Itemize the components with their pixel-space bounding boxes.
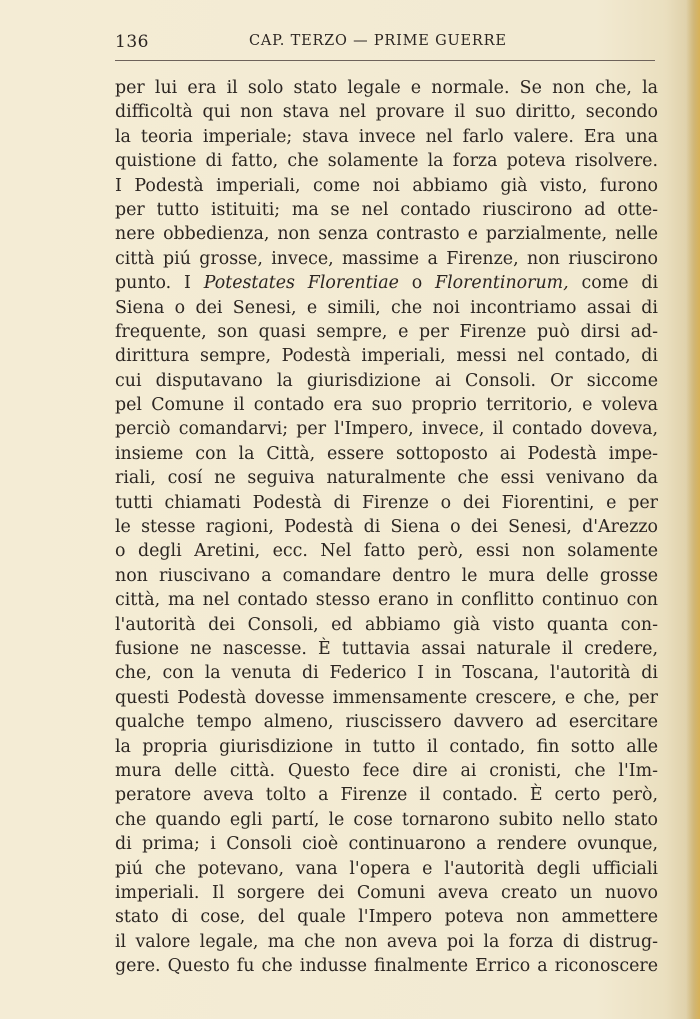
text-line: qualche tempo almeno, riuscissero davvero ad esercitare bbox=[115, 712, 658, 733]
header-rule bbox=[115, 60, 655, 61]
italic-latin-phrase: Florentinorum, bbox=[435, 273, 569, 294]
page-edge-shadow bbox=[686, 0, 700, 1019]
italic-latin-phrase: Potestates Florentiae bbox=[203, 273, 399, 294]
text-line: fusione ne nascesse. È tuttavia assai naturale il credere, bbox=[115, 638, 658, 659]
text-line: dirittura sempre, Podestà imperiali, messi nel contado, di bbox=[115, 346, 658, 367]
text-line: riali, cosí ne seguiva naturalmente che essi venivano da bbox=[115, 468, 658, 489]
text-line: o degli Aretini, ecc. Nel fatto però, essi non solamente bbox=[115, 541, 658, 562]
text-line: la teoria imperiale; stava invece nel farlo valere. Era una bbox=[115, 126, 658, 147]
text-line: città piú grosse, invece, massime a Firenze, non riuscirono bbox=[115, 248, 658, 269]
text-line: stato di cose, del quale l'Impero poteva non ammettere bbox=[115, 907, 658, 928]
text-line: questi Podestà dovesse immensamente crescere, e che, per bbox=[115, 687, 658, 708]
text-line: per lui era il solo stato legale e normale. Se non che, la bbox=[115, 78, 658, 98]
text-line: I Podestà imperiali, come noi abbiamo già visto, furono bbox=[115, 175, 658, 196]
page-number: 136 bbox=[115, 32, 149, 52]
running-head: CAP. TERZO — PRIME GUERRE bbox=[249, 33, 507, 49]
text-line: l'autorità dei Consoli, ed abbiamo già visto quanta con- bbox=[115, 614, 658, 635]
text-line: città, ma nel contado stesso erano in conflitto continuo con bbox=[115, 590, 658, 611]
text-line: nere obbedienza, non senza contrasto e parzialmente, nelle bbox=[115, 224, 658, 245]
text-line: mura delle città. Questo fece dire ai cronisti, che l'Im- bbox=[115, 760, 658, 781]
text-line: piú che potevano, vana l'opera e l'autorità degli ufficiali bbox=[115, 858, 658, 879]
text-line: Siena o dei Senesi, e simili, che noi incontriamo assai di bbox=[115, 297, 658, 318]
page-header bbox=[113, 30, 658, 56]
text-line: la propria giurisdizione in tutto il contado, fin sotto alle bbox=[115, 736, 658, 757]
body-text bbox=[115, 76, 658, 978]
text-line: gere. Questo fu che indusse finalmente Errico a riconoscere bbox=[115, 956, 658, 977]
text-line: cui disputavano la giurisdizione ai Consoli. Or siccome bbox=[115, 370, 658, 391]
text-line: insieme con la Città, essere sottoposto ai Podestà impe- bbox=[115, 443, 658, 464]
text-line: non riuscivano a comandare dentro le mura delle grosse bbox=[115, 565, 658, 586]
text-line: il valore legale, ma che non aveva poi la forza di distrug- bbox=[115, 931, 658, 952]
text-line: pel Comune il contado era suo proprio territorio, e voleva bbox=[115, 395, 658, 416]
text-line-with-italics bbox=[115, 271, 658, 295]
text-line: peratore aveva tolto a Firenze il contado. È certo però, bbox=[115, 785, 658, 806]
text-line: imperiali. Il sorgere dei Comuni aveva creato un nuovo bbox=[115, 882, 658, 903]
text-run: come di bbox=[568, 273, 658, 294]
text-line: quistione di fatto, che solamente la forza poteva risolvere. bbox=[115, 151, 658, 172]
text-run: punto. I bbox=[115, 273, 204, 294]
text-line: le stesse ragioni, Podestà di Siena o dei Senesi, d'Arezzo bbox=[115, 517, 658, 538]
text-line: frequente, son quasi sempre, e per Firenze può dirsi ad- bbox=[115, 321, 658, 342]
text-line: di prima; i Consoli cioè continuarono a rendere ovunque, bbox=[115, 834, 658, 855]
text-line: che quando egli partí, le cose tornarono subito nello stato bbox=[115, 809, 658, 830]
text-line: difficoltà qui non stava nel provare il suo diritto, secondo bbox=[115, 102, 658, 123]
text-line: che, con la venuta di Federico I in Toscana, l'autorità di bbox=[115, 663, 658, 684]
text-run: o bbox=[398, 273, 436, 294]
text-line: perciò comandarvi; per l'Impero, invece, il contado doveva, bbox=[115, 419, 658, 440]
text-line: tutti chiamati Podestà di Firenze o dei Fiorentini, e per bbox=[115, 492, 658, 513]
text-line: per tutto istituiti; ma se nel contado riuscirono ad otte- bbox=[115, 199, 658, 220]
